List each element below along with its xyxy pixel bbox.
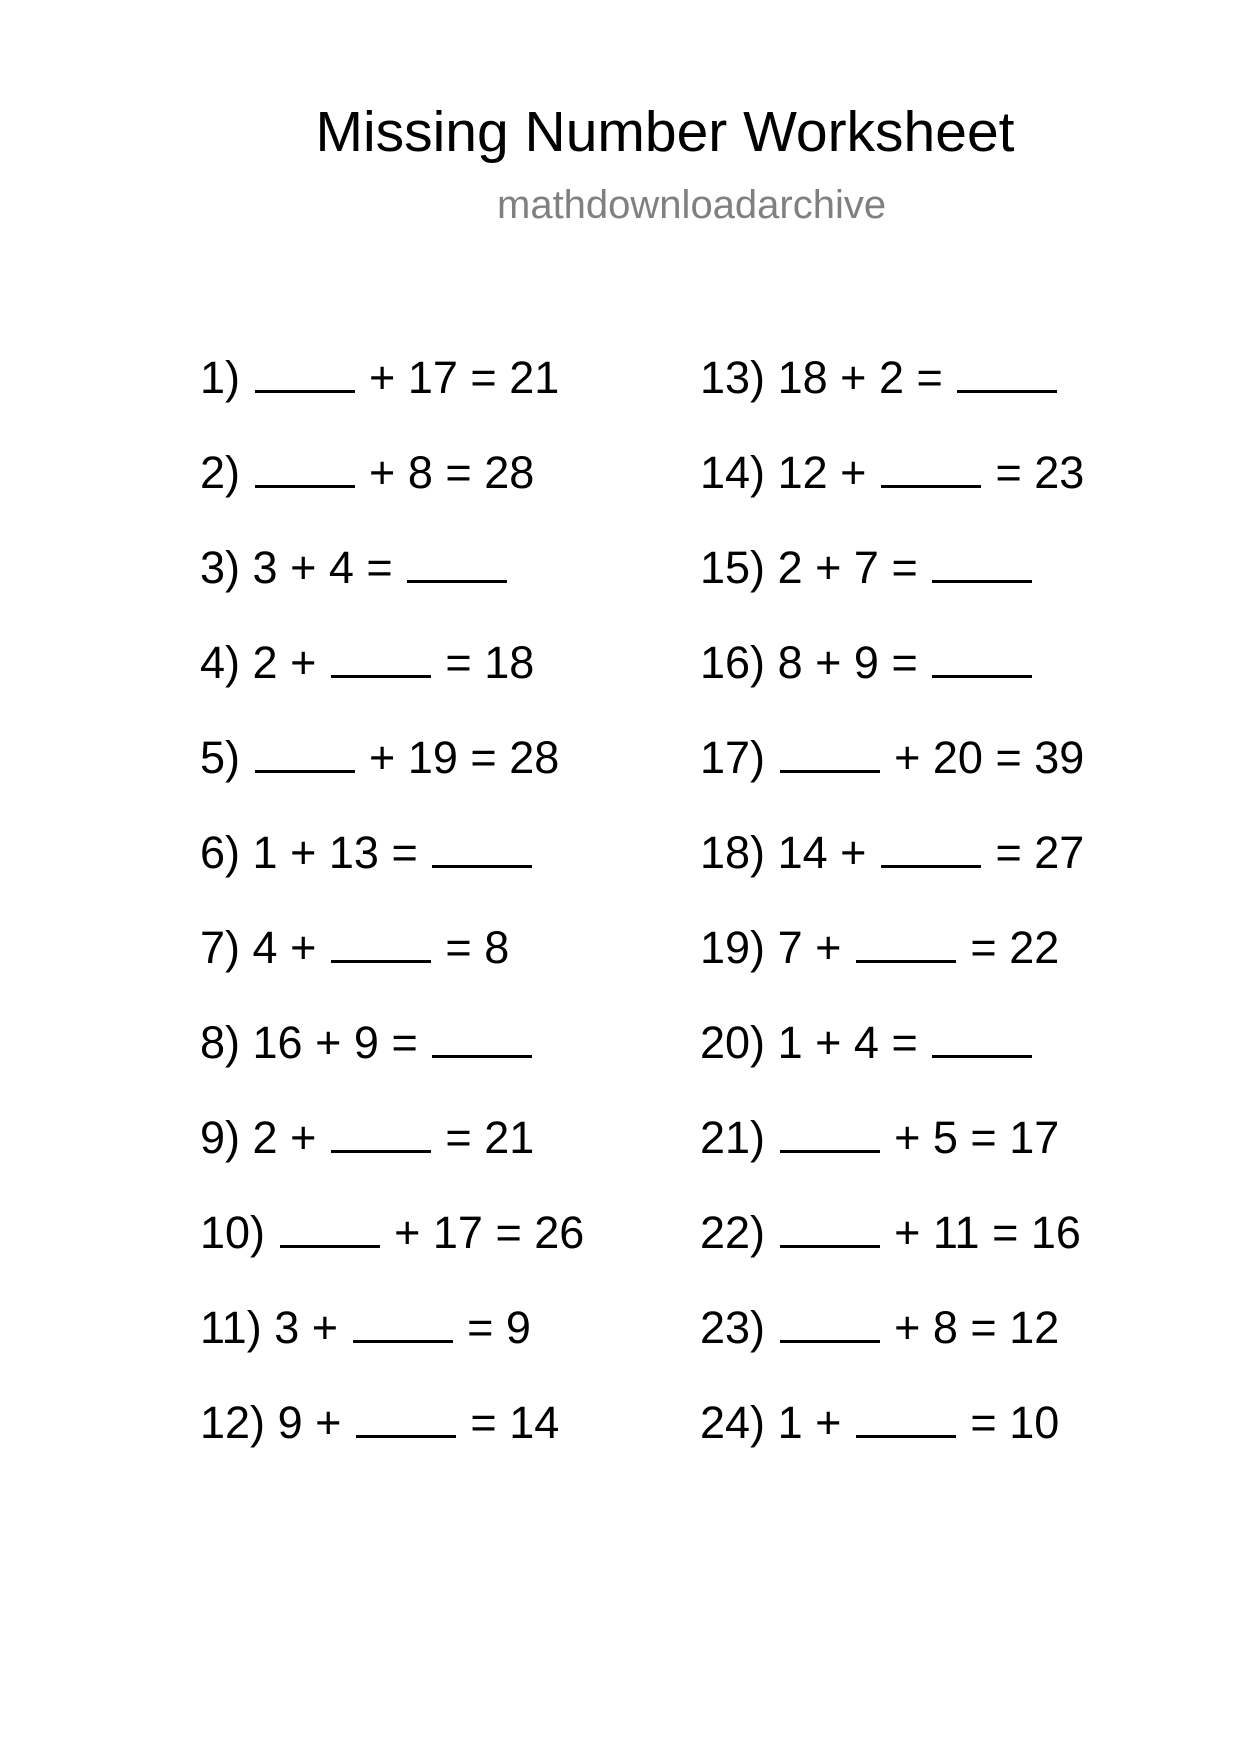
- equals-sign: =: [891, 542, 918, 593]
- problem-number: 9): [200, 1112, 241, 1163]
- plus-sign: +: [315, 1397, 342, 1448]
- equals-sign: =: [970, 1112, 997, 1163]
- problem-number: 21): [700, 1112, 766, 1163]
- problem-item: [200, 1015, 584, 1110]
- operand: 10: [1009, 1397, 1060, 1448]
- plus-sign: +: [815, 922, 842, 973]
- problem-item: [200, 635, 584, 730]
- plus-sign: +: [894, 1207, 921, 1258]
- operand: 21: [484, 1112, 535, 1163]
- equals-sign: =: [391, 1017, 418, 1068]
- plus-sign: +: [290, 827, 317, 878]
- problem-item: [700, 635, 1084, 730]
- problem-number: 23): [700, 1302, 766, 1353]
- operand: 5: [932, 1112, 958, 1163]
- operand: 12: [1009, 1302, 1060, 1353]
- problem-number: 10): [200, 1207, 266, 1258]
- plus-sign: +: [290, 922, 317, 973]
- operand: 14: [777, 827, 828, 878]
- plus-sign: +: [290, 542, 317, 593]
- equals-sign: =: [467, 1302, 494, 1353]
- plus-sign: +: [815, 1017, 842, 1068]
- problem-item: [200, 825, 584, 920]
- equals-sign: =: [995, 447, 1022, 498]
- operand: 12: [777, 447, 828, 498]
- answer-blank[interactable]: [331, 635, 431, 678]
- plus-sign: +: [369, 732, 396, 783]
- equals-sign: =: [891, 1017, 918, 1068]
- operand: 9: [505, 1302, 531, 1353]
- plus-sign: +: [290, 637, 317, 688]
- answer-blank[interactable]: [780, 730, 880, 773]
- answer-blank[interactable]: [432, 1015, 532, 1058]
- equals-sign: =: [891, 637, 918, 688]
- operand: 17: [1009, 1112, 1060, 1163]
- operand: 18: [777, 352, 828, 403]
- problem-number: 5): [200, 732, 241, 783]
- operand: 13: [328, 827, 379, 878]
- problem-number: 6): [200, 827, 241, 878]
- problem-number: 13): [700, 352, 766, 403]
- problems-column-left: [200, 350, 584, 1490]
- problem-number: 7): [200, 922, 241, 973]
- operand: 7: [777, 922, 803, 973]
- plus-sign: +: [894, 732, 921, 783]
- problem-number: 22): [700, 1207, 766, 1258]
- operand: 20: [932, 732, 983, 783]
- problem-item: [700, 1205, 1084, 1300]
- answer-blank[interactable]: [957, 350, 1057, 393]
- equals-sign: =: [470, 1397, 497, 1448]
- problem-item: [200, 540, 584, 635]
- answer-blank[interactable]: [856, 920, 956, 963]
- equals-sign: =: [970, 922, 997, 973]
- equals-sign: =: [445, 922, 472, 973]
- answer-blank[interactable]: [331, 920, 431, 963]
- problem-item: [700, 920, 1084, 1015]
- answer-blank[interactable]: [780, 1205, 880, 1248]
- problem-number: 16): [700, 637, 766, 688]
- plus-sign: +: [840, 352, 867, 403]
- problem-number: 15): [700, 542, 766, 593]
- plus-sign: +: [840, 447, 867, 498]
- equals-sign: =: [470, 352, 497, 403]
- operand: 9: [353, 1017, 379, 1068]
- answer-blank[interactable]: [255, 445, 355, 488]
- problem-item: [200, 1110, 584, 1205]
- problem-item: [700, 730, 1084, 825]
- operand: 3: [252, 542, 278, 593]
- operand: 1: [252, 827, 278, 878]
- plus-sign: +: [894, 1112, 921, 1163]
- equals-sign: =: [445, 447, 472, 498]
- equals-sign: =: [970, 1302, 997, 1353]
- equals-sign: =: [995, 827, 1022, 878]
- answer-blank[interactable]: [432, 825, 532, 868]
- problem-item: [700, 1300, 1084, 1395]
- operand: 23: [1034, 447, 1085, 498]
- problem-item: [700, 1395, 1084, 1490]
- operand: 8: [407, 447, 433, 498]
- problem-item: [700, 350, 1084, 445]
- plus-sign: +: [290, 1112, 317, 1163]
- problem-number: 3): [200, 542, 241, 593]
- operand: 26: [534, 1207, 585, 1258]
- problem-item: [200, 1300, 584, 1395]
- equals-sign: =: [970, 1397, 997, 1448]
- problem-number: 24): [700, 1397, 766, 1448]
- equals-sign: =: [391, 827, 418, 878]
- answer-blank[interactable]: [280, 1205, 380, 1248]
- operand: 22: [1009, 922, 1060, 973]
- plus-sign: +: [315, 1017, 342, 1068]
- problem-number: 2): [200, 447, 241, 498]
- answer-blank[interactable]: [881, 445, 981, 488]
- answer-blank[interactable]: [255, 730, 355, 773]
- problem-number: 4): [200, 637, 241, 688]
- problem-item: [200, 920, 584, 1015]
- operand: 2: [252, 1112, 278, 1163]
- problem-number: 1): [200, 352, 241, 403]
- operand: 8: [777, 637, 803, 688]
- operand: 18: [484, 637, 535, 688]
- answer-blank[interactable]: [780, 1110, 880, 1153]
- problem-number: 19): [700, 922, 766, 973]
- problem-item: [200, 445, 584, 540]
- plus-sign: +: [840, 827, 867, 878]
- answer-blank[interactable]: [331, 1110, 431, 1153]
- operand: 1: [777, 1017, 803, 1068]
- answer-blank[interactable]: [856, 1395, 956, 1438]
- answer-blank[interactable]: [407, 540, 507, 583]
- problem-number: 12): [200, 1397, 266, 1448]
- problem-item: [700, 540, 1084, 635]
- problem-item: [700, 1110, 1084, 1205]
- operand: 9: [853, 637, 879, 688]
- equals-sign: =: [495, 1207, 522, 1258]
- operand: 4: [328, 542, 354, 593]
- operand: 1: [777, 1397, 803, 1448]
- problem-number: 17): [700, 732, 766, 783]
- problem-item: [200, 730, 584, 825]
- operand: 2: [777, 542, 803, 593]
- equals-sign: =: [366, 542, 393, 593]
- answer-blank[interactable]: [932, 540, 1032, 583]
- problem-item: [700, 825, 1084, 920]
- operand: 16: [252, 1017, 303, 1068]
- problem-item: [700, 1015, 1084, 1110]
- plus-sign: +: [394, 1207, 421, 1258]
- problem-number: 18): [700, 827, 766, 878]
- page-subtitle: mathdownloadarchive: [497, 183, 887, 227]
- operand: 2: [878, 352, 904, 403]
- problem-number: 11): [200, 1302, 262, 1353]
- problem-number: 20): [700, 1017, 766, 1068]
- plus-sign: +: [369, 447, 396, 498]
- operand: 21: [509, 352, 560, 403]
- answer-blank[interactable]: [353, 1300, 453, 1343]
- problem-item: [200, 1395, 584, 1490]
- operand: 17: [407, 352, 458, 403]
- operand: 17: [432, 1207, 483, 1258]
- plus-sign: +: [815, 637, 842, 688]
- problem-number: 8): [200, 1017, 241, 1068]
- equals-sign: =: [445, 637, 472, 688]
- equals-sign: =: [992, 1207, 1019, 1258]
- plus-sign: +: [311, 1302, 339, 1353]
- equals-sign: =: [995, 732, 1022, 783]
- answer-blank[interactable]: [881, 825, 981, 868]
- answer-blank[interactable]: [780, 1300, 880, 1343]
- operand: 11: [932, 1207, 980, 1258]
- answer-blank[interactable]: [932, 635, 1032, 678]
- operand: 8: [932, 1302, 958, 1353]
- answer-blank[interactable]: [932, 1015, 1032, 1058]
- operand: 19: [407, 732, 458, 783]
- problem-item: [200, 1205, 584, 1300]
- equals-sign: =: [916, 352, 943, 403]
- page-title: Missing Number Worksheet: [315, 100, 1015, 164]
- problem-item: [200, 350, 584, 445]
- operand: 28: [509, 732, 560, 783]
- operand: 7: [853, 542, 879, 593]
- operand: 4: [853, 1017, 879, 1068]
- operand: 14: [509, 1397, 560, 1448]
- equals-sign: =: [445, 1112, 472, 1163]
- operand: 9: [277, 1397, 303, 1448]
- answer-blank[interactable]: [356, 1395, 456, 1438]
- operand: 3: [274, 1302, 300, 1353]
- plus-sign: +: [894, 1302, 921, 1353]
- operand: 27: [1034, 827, 1085, 878]
- operand: 39: [1034, 732, 1085, 783]
- operand: 8: [484, 922, 510, 973]
- equals-sign: =: [470, 732, 497, 783]
- plus-sign: +: [815, 542, 842, 593]
- operand: 2: [252, 637, 278, 688]
- answer-blank[interactable]: [255, 350, 355, 393]
- problem-number: 14): [700, 447, 766, 498]
- problems-column-right: [700, 350, 1084, 1490]
- operand: 16: [1030, 1207, 1081, 1258]
- problem-item: [700, 445, 1084, 540]
- operand: 4: [252, 922, 278, 973]
- operand: 28: [484, 447, 535, 498]
- plus-sign: +: [369, 352, 396, 403]
- plus-sign: +: [815, 1397, 842, 1448]
